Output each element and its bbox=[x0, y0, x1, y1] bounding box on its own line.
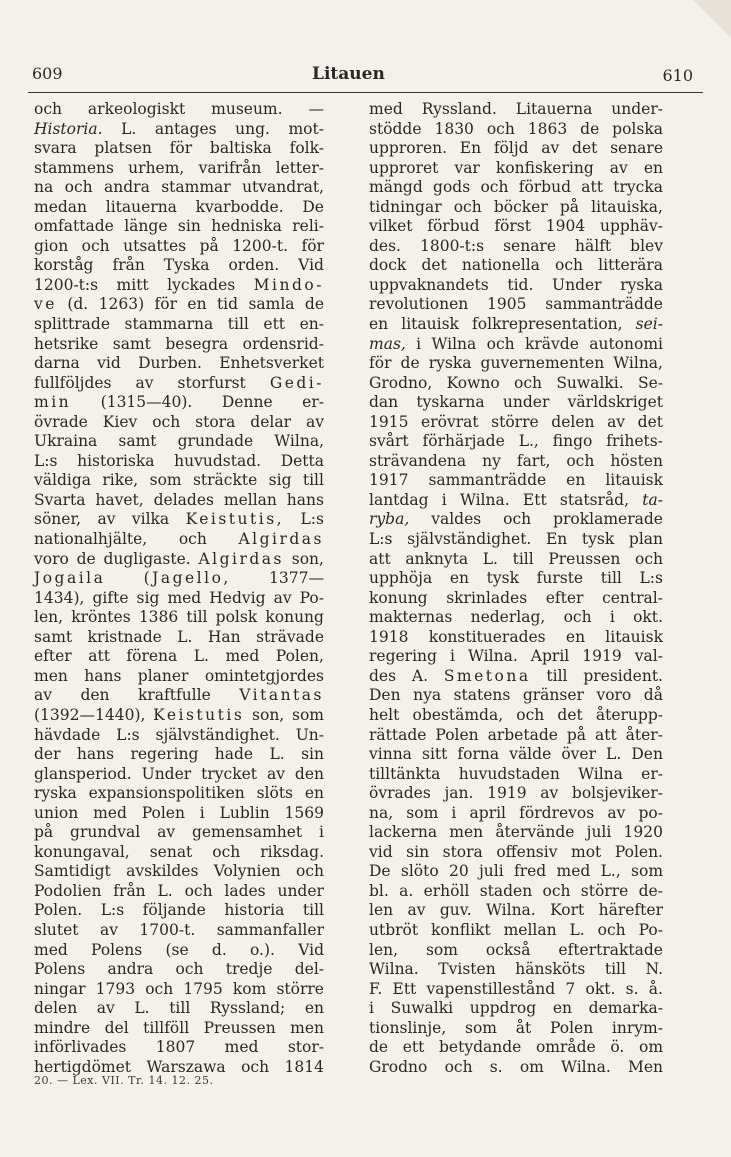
text-line: Podolien från L. och lades under bbox=[34, 881, 324, 900]
text-line: 1915 erövrat större delen av det bbox=[369, 412, 663, 431]
text-line: des. 1800-t:s senare hälft blev bbox=[369, 236, 663, 255]
text-line: söner, av vilka Keistutis, L:s bbox=[34, 510, 324, 529]
text-line: korståg från Tyska orden. Vid bbox=[34, 256, 324, 275]
text-line: uppvaknandets tid. Under ryska bbox=[369, 275, 663, 294]
text-line: Samtidigt avskildes Volynien och bbox=[34, 862, 324, 881]
text-line: dock det nationella och litterära bbox=[369, 256, 664, 275]
text-line: slutet av 1700-t. sammanfaller bbox=[34, 920, 324, 939]
text-line: efter att förena L. med Polen, bbox=[34, 647, 324, 666]
text-line: hävdade L:s självständighet. Un- bbox=[34, 725, 324, 744]
text-line: ningar 1793 och 1795 kom större bbox=[34, 979, 324, 998]
text-line: mindre del tillföll Preussen men bbox=[34, 1018, 324, 1037]
text-line: rättade Polen arbetade på att åter- bbox=[369, 725, 663, 744]
text-line: lackerna men återvände juli 1920 bbox=[369, 823, 663, 842]
text-line: Svarta havet, delades mellan hans bbox=[34, 490, 324, 509]
text-line: De slöto 20 juli fred med L., som bbox=[369, 862, 664, 881]
text-line: bl. a. erhöll staden och större de- bbox=[369, 881, 663, 900]
text-line: strävandena ny fart, och hösten bbox=[369, 451, 663, 470]
text-line: hertigdömet Warszawa och 1814 bbox=[34, 1057, 324, 1076]
text-line: (1392—1440), Keistutis son, som bbox=[34, 705, 324, 724]
text-line: dan tyskarna under världskriget bbox=[369, 393, 663, 412]
text-line: ve (d. 1263) för en tid samla de bbox=[34, 295, 325, 314]
text-line: revolutionen 1905 sammanträdde bbox=[369, 295, 663, 314]
text-line: len, kröntes 1386 till polsk konung bbox=[34, 608, 324, 627]
text-line: utbröt konflikt mellan L. och Po- bbox=[369, 920, 663, 939]
text-line: delen av L. till Ryssland; en bbox=[34, 999, 324, 1018]
text-line: mas, i Wilna och krävde autonomi bbox=[369, 334, 663, 353]
page-number-right: 610 bbox=[662, 66, 693, 85]
text-line: vinna sitt forna välde över L. Den bbox=[369, 745, 663, 764]
text-line: med Polens (se d. o.). Vid bbox=[34, 940, 324, 959]
text-line: vilket förbud först 1904 upphäv- bbox=[369, 217, 664, 236]
text-line: Historia. L. antages ung. mot- bbox=[34, 119, 324, 138]
text-line: svårt förhärjade L., fingo frihets- bbox=[369, 432, 663, 451]
text-line: len, som också eftertraktade bbox=[369, 940, 663, 959]
text-line: på grundval av gemensamhet i bbox=[34, 823, 324, 842]
text-line: i Suwalki uppdrog en demarka- bbox=[369, 999, 663, 1018]
text-line: des A. Smetona till president. bbox=[369, 666, 663, 685]
text-line: införlivades 1807 med stor- bbox=[34, 1038, 324, 1057]
text-line: 1918 konstituerades en litauisk bbox=[369, 627, 663, 646]
running-title: Litauen bbox=[312, 64, 385, 84]
text-line: en litauisk folkrepresentation, sei- bbox=[369, 315, 663, 334]
text-line: nationalhjälte, och Algirdas bbox=[34, 530, 324, 549]
text-line: för de ryska guvernementen Wilna, bbox=[369, 354, 663, 373]
text-line: samt kristnade L. Han strävade bbox=[34, 627, 324, 646]
text-line: len av guv. Wilna. Kort härefter bbox=[369, 901, 663, 920]
text-line: gion och utsattes på 1200-t. för bbox=[34, 236, 324, 255]
text-line: min (1315—40). Denne er- bbox=[34, 393, 324, 412]
text-line: Grodno och s. om Wilna. Men bbox=[369, 1057, 663, 1076]
page-corner-fold bbox=[693, 0, 731, 38]
text-line: upphöja en tysk furste till L:s bbox=[369, 569, 663, 588]
text-line: Ukraina samt grundade Wilna, bbox=[34, 432, 324, 451]
text-line: vid sin stora offensiv mot Polen. bbox=[369, 842, 663, 861]
text-line: na och andra stammar utvandrat, bbox=[34, 178, 324, 197]
text-line: Wilna. Tvisten hänsköts till N. bbox=[369, 960, 664, 979]
text-line: na, som i april fördrevos av po- bbox=[369, 803, 663, 822]
text-line: mängd gods och förbud att trycka bbox=[369, 178, 663, 197]
left-text-column bbox=[34, 100, 324, 1077]
text-line: övrade Kiev och stora delar av bbox=[34, 412, 324, 431]
text-line: darna vid Durben. Enhetsverket bbox=[34, 354, 324, 373]
text-line: Polens andra och tredje del- bbox=[34, 960, 325, 979]
text-line: Polen. L:s följande historia till bbox=[34, 901, 324, 920]
text-line: upproret var konfiskering av en bbox=[369, 158, 663, 177]
text-line: medan litauerna kvarbodde. De bbox=[34, 197, 324, 216]
text-line: Den nya statens gränser voro då bbox=[369, 686, 663, 705]
text-line: ryba, valdes och proklamerade bbox=[369, 510, 663, 529]
text-line: tilltänkta huvudstaden Wilna er- bbox=[369, 764, 663, 783]
text-line: svara platsen för baltiska folk- bbox=[34, 139, 324, 158]
text-line: stödde 1830 och 1863 de polska bbox=[369, 119, 663, 138]
print-footer: 20. — Lex. VII. Tr. 14. 12. 25. bbox=[34, 1074, 214, 1087]
text-line: union med Polen i Lublin 1569 bbox=[34, 803, 324, 822]
text-line: fullföljdes av storfurst Gedi- bbox=[34, 373, 324, 392]
text-line: voro de dugligaste. Algirdas son, bbox=[34, 549, 324, 568]
text-line: regering i Wilna. April 1919 val- bbox=[369, 647, 663, 666]
text-line: och arkeologiskt museum. — bbox=[34, 100, 324, 118]
text-line: men hans planer omintetgjordes bbox=[34, 666, 324, 685]
text-line: konungaval, senat och riksdag. bbox=[34, 842, 324, 861]
text-line: hetsrike samt besegra ordensrid- bbox=[34, 334, 324, 353]
text-line: omfattade länge sin hedniska reli- bbox=[34, 217, 324, 236]
text-line: de ett betydande område ö. om bbox=[369, 1038, 664, 1057]
text-line: L:s historiska huvudstad. Detta bbox=[34, 451, 324, 470]
text-line: L:s självständighet. En tysk plan bbox=[369, 530, 663, 549]
text-line: Grodno, Kowno och Suwalki. Se- bbox=[369, 373, 663, 392]
text-line: der hans regering hade L. sin bbox=[34, 745, 324, 764]
text-line: tionslinje, som åt Polen inrym- bbox=[369, 1018, 663, 1037]
text-line: med Ryssland. Litauerna under- bbox=[369, 100, 663, 118]
text-line: splittrade stammarna till ett en- bbox=[34, 315, 324, 334]
text-line: 1917 sammanträdde en litauisk bbox=[369, 471, 663, 490]
text-line: väldiga rike, som sträckte sig till bbox=[34, 471, 324, 490]
text-line: att anknyta L. till Preussen och bbox=[369, 549, 663, 568]
text-line: av den kraftfulle Vitantas bbox=[34, 686, 324, 705]
text-line: glansperiod. Under trycket av den bbox=[34, 764, 324, 783]
page-header bbox=[28, 58, 703, 93]
text-line: helt obestämda, och det återupp- bbox=[369, 705, 663, 724]
text-line: ryska expansionspolitiken slöts en bbox=[34, 784, 324, 803]
text-line: stammens urhem, varifrån letter- bbox=[34, 158, 324, 177]
text-line: F. Ett vapenstillestånd 7 okt. s. å. bbox=[369, 979, 663, 998]
text-line: 1434), gifte sig med Hedvig av Po- bbox=[34, 588, 324, 607]
text-line: 1200-t:s mitt lyckades Mindo- bbox=[34, 275, 324, 294]
text-line: övrades jan. 1919 av bolsjeviker- bbox=[369, 784, 663, 803]
text-line: konung skrinlades efter central- bbox=[369, 588, 663, 607]
right-text-column bbox=[369, 100, 663, 1077]
text-line: lantdag i Wilna. Ett statsråd, ta- bbox=[369, 490, 663, 509]
text-line: makternas nederlag, och i okt. bbox=[369, 608, 663, 627]
text-line: upproren. En följd av det senare bbox=[369, 139, 663, 158]
text-line: tidningar och böcker på litauiska, bbox=[369, 197, 663, 216]
text-line: Jogaila (Jagello, 1377— bbox=[34, 569, 324, 588]
page-number-left: 609 bbox=[32, 64, 63, 83]
